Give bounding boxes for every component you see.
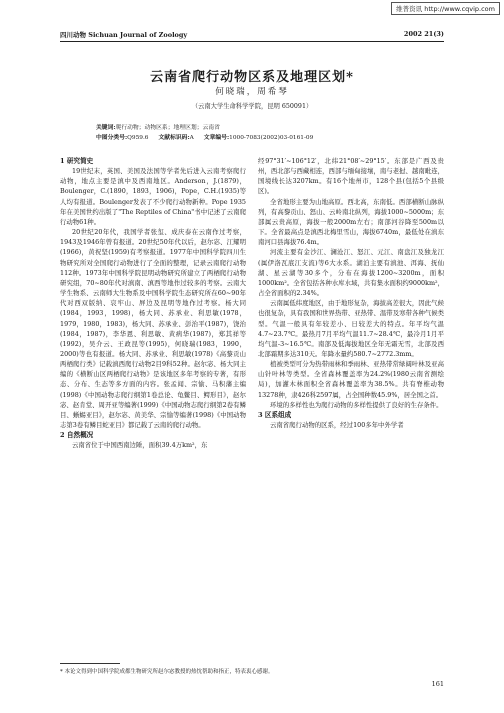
running-header xyxy=(60,30,444,39)
article-no-label: 文章编号: xyxy=(203,135,230,141)
keywords-line xyxy=(96,122,220,131)
body-paragraph: 20世纪20年代，我国学者张玺、成庆泰在云南作过考察，1943及1946年曾有报道。20世纪50年代以后，赵尔宓、江耀明(1966)，黄祝坚(1959)有考察报道。1977年中国科学院四川生物研究所对全国爬行动物进行了全面的整理，记录云南爬行动物112种。1973年中国科学院昆明动物研究所建立了两栖爬行动物研究组，70~80年代对滇南、滇西等地作过较多的考察。云南大学生物系、云南师大生物系及中国科学院生态研究所在60~90年代对西双版纳、哀牢山、屏边及昆明等地作过考察。杨大同(1984，1993，1998)，杨大同、苏承业、利思敏(1978，1979，1980，1983)，杨大同、苏承业、彭治平(1987)，饶治(1984，1987)，李华恩、利思敏、黄病华(1987)，郑其祥等(1992)，吴介云、王政昆等(1995)，何晓瑞(1983，1990，2000)等也有报道。杨大同、苏承业、利思敏(1978)《高黎贡山两栖爬行类》记载滇西爬行动物2目9科52种。赵尔宓、杨大同主编的《横断山区两栖爬行动物》是该地区多年考察的专著，有形态、分布、生态等多方面的内容。张孟闻、宗愉、马积藩主编(1998)《中国动物志爬行纲第1卷总论、龟鳖目、鳄形目》，赵尔宓、赵肯堂、周开亚等编著(1999)《中国动物志爬行纲第2卷有鳞目、蜥蜴亚目》，赵尔宓、黄美华、宗愉等编著(1998)《中国动物志第3卷有鳞目蛇亚目》都记载了云南的爬行动物。 xyxy=(60,228,246,430)
section-heading: 2 自然概况 xyxy=(60,431,94,440)
article-no-value: 1000-7083(2002)03-0161-09 xyxy=(229,135,314,141)
classification-line xyxy=(96,132,313,141)
issue-number: 2002 21(3) xyxy=(403,30,444,38)
body-paragraph: 全省地形主要为山地高原。西北高，东南低。西部横断山脉纵列，有高黎贡山、怒山、云岭南北纵列，海拔1000~5000m；东部属云贵高原，海拔一般2000m左右；南部河谷降至500m以下。全省最高点是滇西北梅里雪山，海拔6740m，最低处在滇东南河口县海拔76.4m。 xyxy=(258,197,444,247)
paper-affiliation: （云南大学生命科学学院，昆明 650091） xyxy=(191,103,313,110)
body-paragraph: 云南省位于中国西南边陲，面积39.4万km²，东 xyxy=(72,441,208,450)
body-paragraph: 植被类型可分为热带雨林和季雨林、亚热带常绿阔叶林及亚高山针叶林等类型。全省森林覆盖率为24.2%(1980云南省测绘局)，加灌木林面积全省森林覆盖率为38.5%。共有脊椎动物13278种，隶426科2597属，占全国种数45.9%，居全国之首。 xyxy=(258,360,444,399)
section-heading: 1 研究简史 xyxy=(60,157,94,165)
doc-code-value: A xyxy=(189,135,194,141)
doc-code-item xyxy=(158,132,193,141)
journal-name: 四川动物 Sichuan Journal of Zoology xyxy=(60,31,188,39)
clc-item xyxy=(96,132,148,141)
footnote: * 本论文得到中国科学院成都生物研究所赵尔宓教授的热忱帮助和指正，特表衷心感谢。 xyxy=(60,669,274,675)
body-paragraph: 19世纪末，英国、美国及法国等学者先后进入云南考察爬行动物，地点主要是滇中及西南地区。Anderson，J.(1879)，Boulenger，C.(1890，1893，1906)，Pope，C.H.(1935)等人均有报道。Boulenger发表了不少爬行动物新种。Pope 1935年在美国世约出版了"The Reptiles of China"书中记述了云南爬行动物61种。 xyxy=(60,167,246,226)
body-paragraph: 云南省爬行动物的区系，经过100多年中外学者 xyxy=(270,421,404,430)
keywords-value: 爬行动物；动物区系；地理区划；云南省 xyxy=(115,125,220,131)
article-no-item xyxy=(204,132,314,141)
paper-title: 云南省爬行动物区系及地理区划* xyxy=(150,70,354,85)
header-rule xyxy=(60,41,444,42)
clc-value: Q959.6 xyxy=(127,135,149,141)
body-paragraph: 环境的多样性也为爬行动物的多样性提供了良好的生存条件。 xyxy=(270,400,443,409)
clc-label: 中图分类号: xyxy=(96,135,128,141)
right-column xyxy=(258,156,444,430)
body-paragraph: 河流主要有金沙江、澜沧江、怒江、元江、南盘江及独龙江(属伊洛瓦底江支流)等6大水系。湖泊主要有滇池、洱海、抚仙湖、星云湖等30多个，分布在海拔1200~3200m，面积1000km²。全省包括各种水库水域，共有集水面积约9000km²，占全省面积的2.34%。 xyxy=(258,248,444,298)
body-paragraph: 经97°31′~106°12′，北纬21°08′~29°15′。东部是广西及贵州，西北部与西藏相连，西部与缅甸接壤，南与老挝、越南毗连，国境线长达3207km。有16个地州市，128个县(包括5个县级区)。 xyxy=(258,157,444,196)
page-number: 161 xyxy=(431,680,444,688)
watermark-stamp: 维普资讯 http://www.cqvip.com xyxy=(391,2,500,15)
section-heading: 3 区系组成 xyxy=(258,410,292,419)
keywords-label: 关键词: xyxy=(96,125,116,131)
paper-authors: 何晓瑞，周希琴 xyxy=(215,87,289,97)
doc-code-label: 文献标识码: xyxy=(158,135,190,141)
body-paragraph: 云南属低纬度地区，由于地形复杂，海拔高差很大，因此气候也很复杂，具有我国和世界热带、亚热带、温带及寒带各种气候类型。气温一般具有年较差小、日较差大的特点。年平均气温4.7~23.7℃。最热月7月平均气温11.7~28.4℃，最冷月1月平均气温-3~16.5℃。南部及低海拔地区全年无霜无雪，北部及西北部霜期多达310天。年降水量约580.7~2772.3mm。 xyxy=(258,299,444,358)
left-column xyxy=(60,156,246,451)
footnote-rule xyxy=(60,663,120,664)
